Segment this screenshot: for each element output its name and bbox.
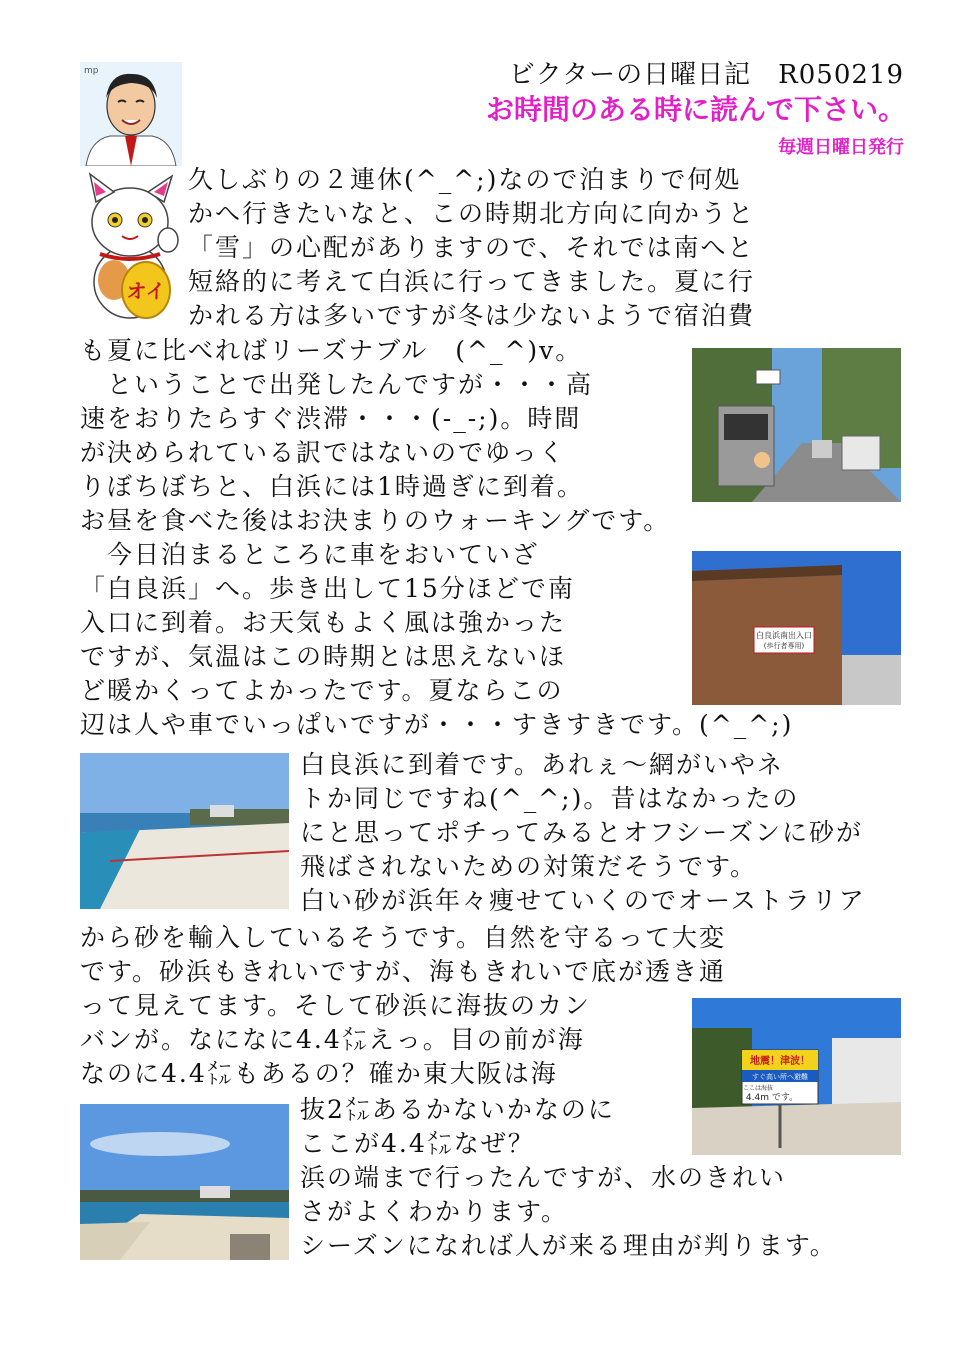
body-line: ど暖かくってよかったです。夏ならこの bbox=[80, 676, 564, 705]
body-line: 「雪」の心配がありますので、それでは南へと bbox=[188, 233, 755, 262]
body-line: って見えてます。そして砂浜に海抜のカン bbox=[80, 991, 592, 1020]
diary-subtitle: お時間のある時に読んで下さい。 bbox=[485, 93, 906, 126]
cat-coin-text: オイ bbox=[126, 279, 166, 303]
body-line: が決められている訳ではないのでゆっく bbox=[80, 438, 566, 467]
body-line: 久しぶりの２連休(^_^;)なので泊まりで何処 bbox=[188, 165, 742, 194]
body-line: かへ行きたいなと、この時期北方向に向かうと bbox=[188, 199, 756, 228]
body-line: 抜2㍍あるかないかなのに bbox=[300, 1095, 615, 1124]
body-line: 入口に到着。お天気もよく風は強かった bbox=[80, 608, 567, 637]
tsunami-sign-small: ここは海抜 bbox=[742, 1085, 774, 1092]
body-line: 白良浜に到着です。あれぇ～網がいやネ bbox=[300, 750, 785, 779]
body-line: トか同じですね(^_^;)。昔はなかったの bbox=[300, 784, 800, 813]
tsunami-sign-elevation: 4.4m です。 bbox=[745, 1093, 799, 1103]
diary-title: ビクターの日曜日記 R050219 bbox=[508, 60, 904, 90]
body-line: 短絡的に考えて白浜に行ってきました。夏に行 bbox=[188, 267, 756, 296]
issue-note: 毎週日曜日発行 bbox=[778, 137, 904, 158]
body-line: ここが4.4㍍なぜ？ bbox=[300, 1129, 535, 1158]
lucky-cat-illustration bbox=[80, 170, 186, 320]
tsunami-sign-title: 地震！津波！ bbox=[750, 1056, 810, 1067]
body-line: りぼちぼちと、白浜には1時過ぎに到着。 bbox=[80, 472, 584, 501]
body-line: 白い砂が浜年々痩せていくのでオーストラリア bbox=[300, 886, 866, 915]
avatar-illustration bbox=[80, 62, 182, 166]
body-line: です。砂浜もきれいですが、海もきれいで底が透き通 bbox=[80, 957, 727, 986]
entrance-sign-subtext: (歩行者専用) bbox=[763, 642, 805, 650]
body-line: 今日泊まるところに車をおいていざ bbox=[80, 540, 540, 569]
author-avatar bbox=[80, 62, 182, 166]
body-line: にと思ってポチってみるとオフシーズンに砂が bbox=[300, 818, 864, 847]
photo-beach-end bbox=[80, 1104, 289, 1260]
body-line: から砂を輸入しているそうです。自然を守るって大変 bbox=[80, 923, 727, 952]
body-line: 飛ばされないための対策だそうです。 bbox=[300, 852, 758, 881]
photo-traffic-jam bbox=[692, 348, 901, 502]
body-line: も夏に比べればリーズナブル (^_^)v。 bbox=[80, 336, 583, 365]
photo-elevation-sign bbox=[692, 998, 901, 1155]
body-line: 浜の端まで行ったんですが、水のきれい bbox=[300, 1163, 787, 1192]
body-line: 「白良浜」へ。歩き出して15分ほどで南 bbox=[80, 574, 575, 603]
body-line: バンが。なになに4.4㍍えっ。目の前が海 bbox=[80, 1025, 585, 1054]
photo-beach-net bbox=[80, 753, 289, 909]
avatar-badge: mp bbox=[84, 66, 99, 76]
body-line: ですが、気温はこの時期とは思えないほ bbox=[80, 642, 567, 671]
body-line: かれる方は多いですが冬は少ないようで宿泊費 bbox=[188, 301, 756, 330]
body-line: 辺は人や車でいっぱいですが・・・すきすきです。(^_^;) bbox=[80, 710, 794, 739]
body-line: お昼を食べた後はお決まりのウォーキングです。 bbox=[80, 506, 671, 535]
body-line: ということで出発したんですが・・・高 bbox=[80, 370, 594, 399]
body-line: さがよくわかります。 bbox=[300, 1197, 569, 1226]
body-line: なのに4.4㍍もあるの？確か東大阪は海 bbox=[80, 1059, 558, 1088]
body-line: 速をおりたらすぐ渋滞・・・(-_-;)。時間 bbox=[80, 404, 582, 433]
body-line: シーズンになれば人が来る理由が判ります。 bbox=[300, 1231, 837, 1260]
photo-south-entrance bbox=[692, 551, 901, 705]
entrance-sign-text: 白良浜南出入口 bbox=[756, 631, 812, 640]
tsunami-sign-instruction: すぐ高い所へ避難 bbox=[752, 1073, 808, 1081]
